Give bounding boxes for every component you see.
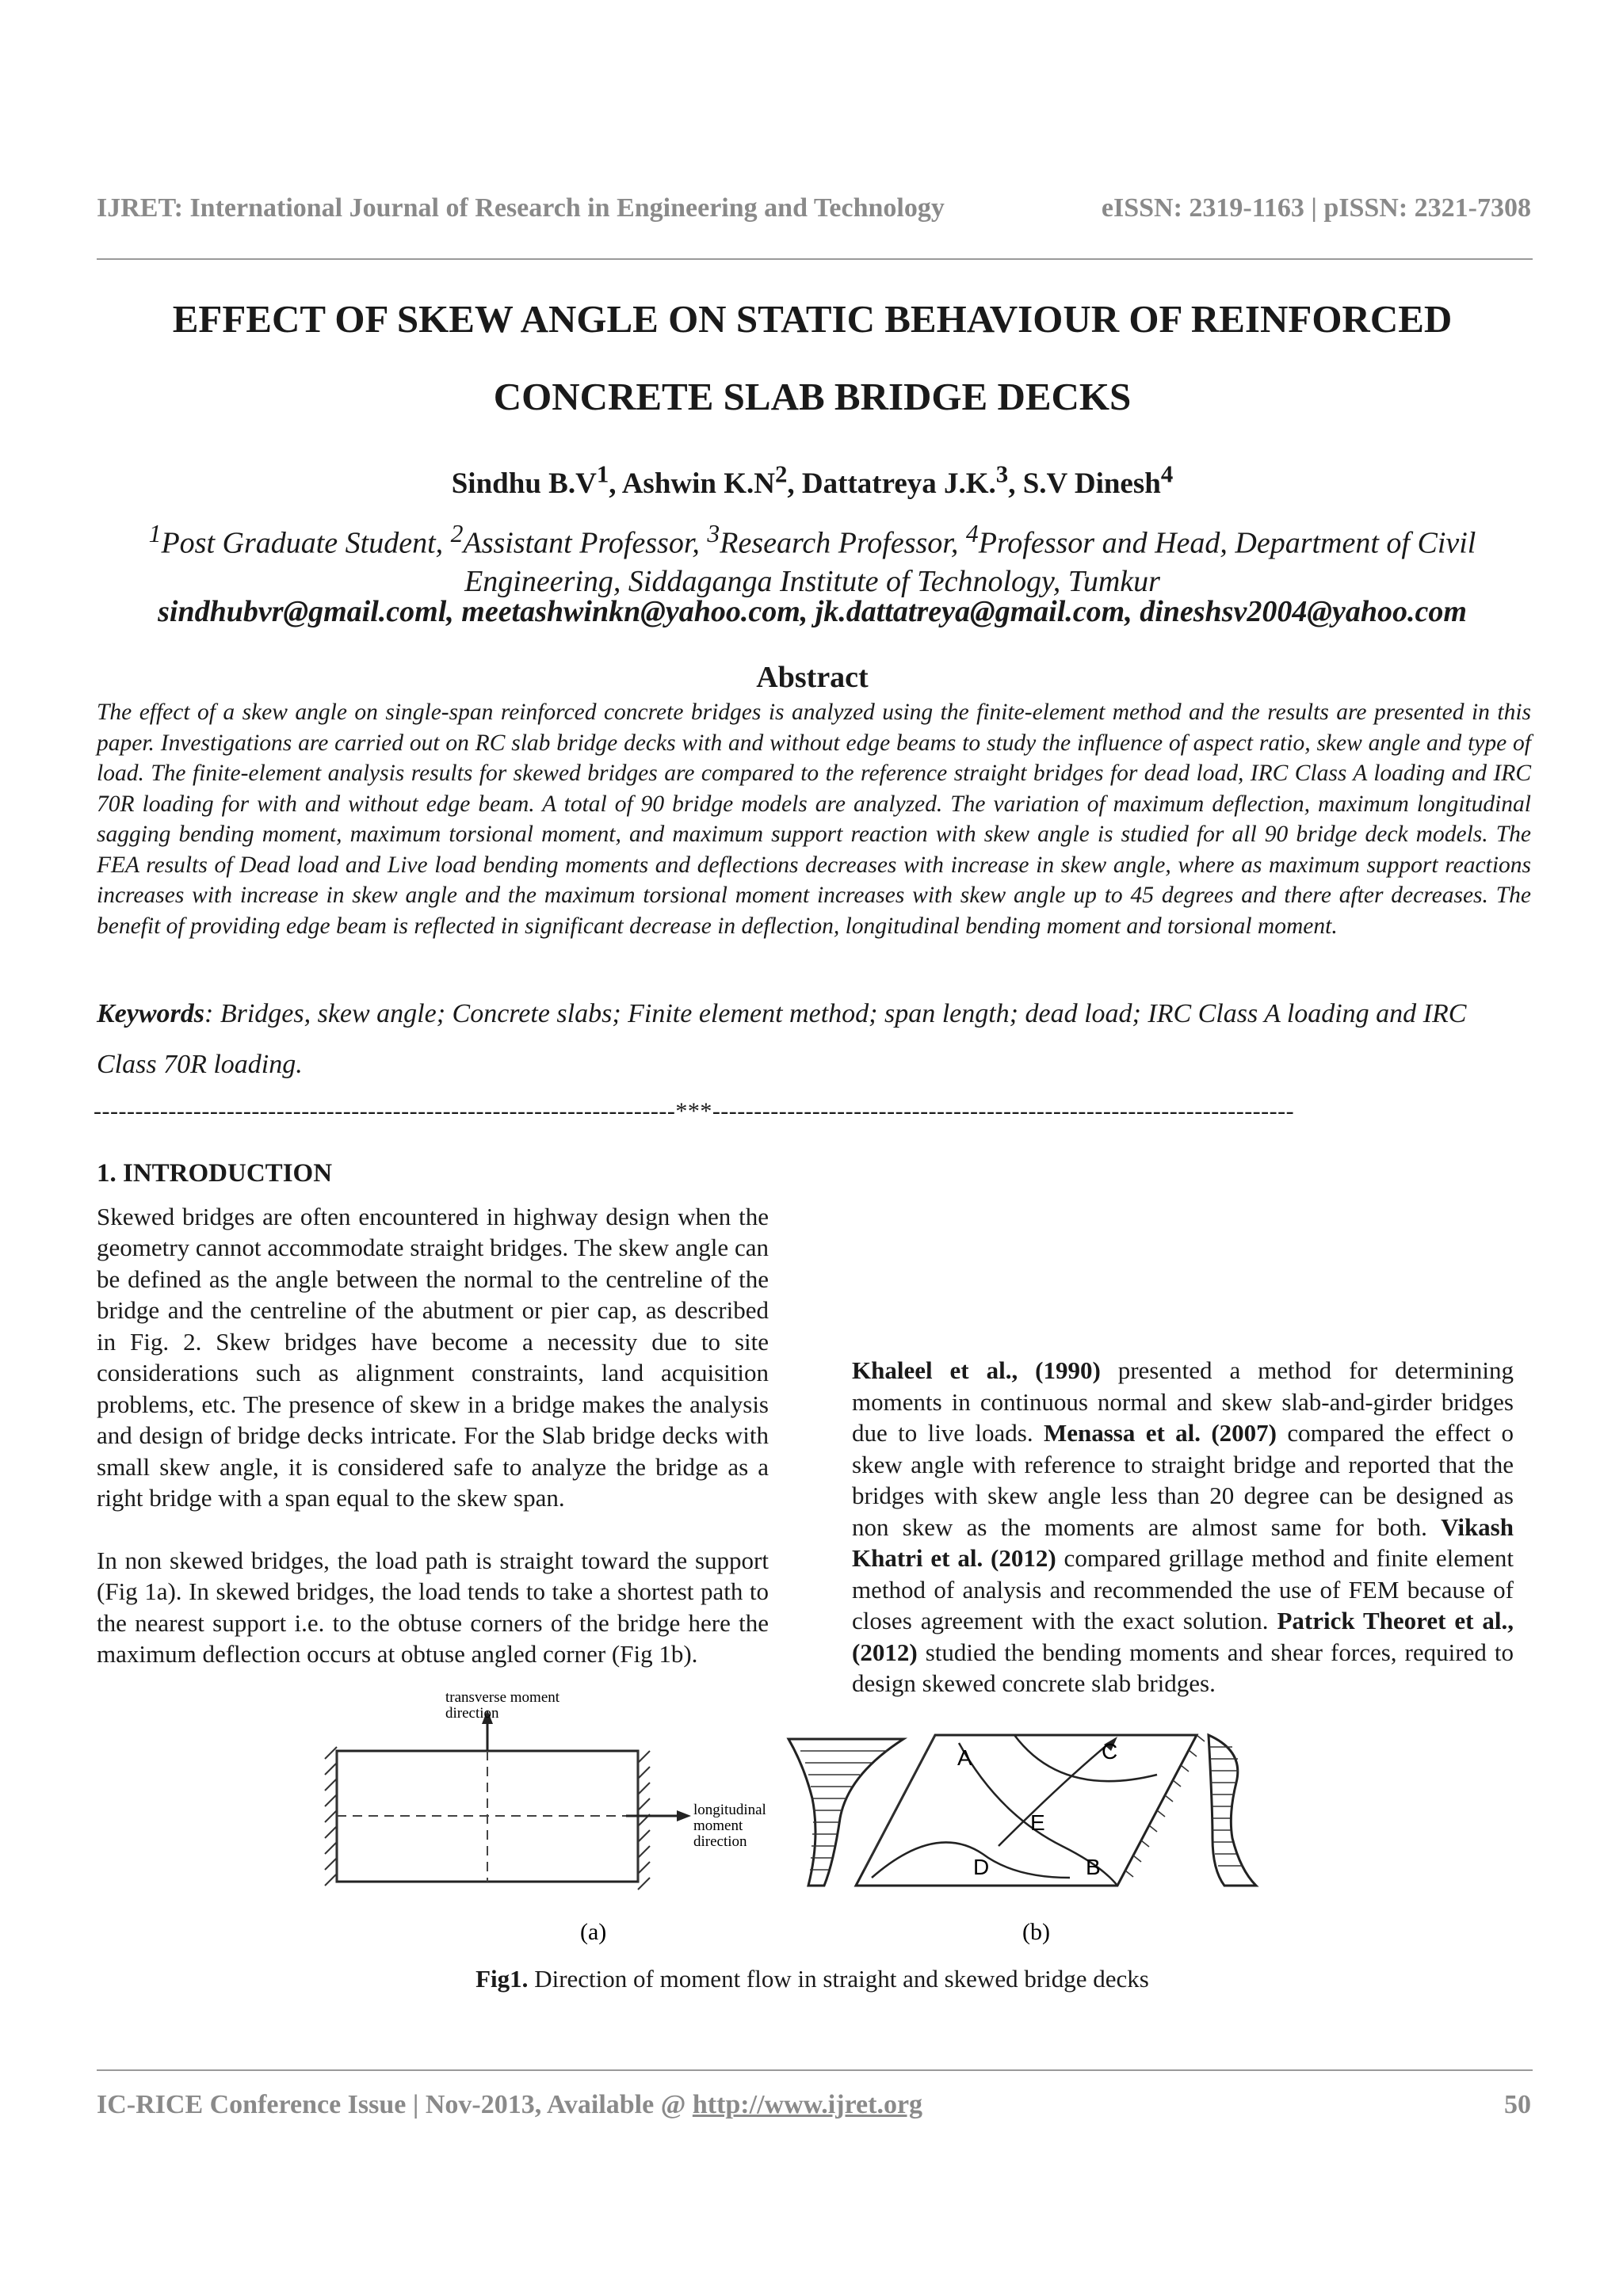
issn: eISSN: 2319-1163 | pISSN: 2321-7308 bbox=[1101, 193, 1531, 223]
conference-info: IC-RICE Conference Issue | Nov-2013, Available @ bbox=[97, 2090, 693, 2119]
column-right bbox=[852, 1158, 1514, 1730]
author: Dattatreya J.K.$^3$ bbox=[801, 461, 1009, 501]
journal-header bbox=[97, 193, 1531, 223]
svg-text:moment: moment bbox=[693, 1817, 743, 1834]
title-line-2: CONCRETE SLAB BRIDGE DECKS bbox=[493, 375, 1132, 418]
svg-text:direction: direction bbox=[445, 1705, 499, 1722]
author: Sindhu $B.V^1$ bbox=[451, 461, 609, 501]
footer-rule bbox=[97, 2069, 1533, 2071]
keywords bbox=[97, 989, 1531, 1090]
svg-text:direction: direction bbox=[693, 1833, 747, 1850]
point-e: E bbox=[1030, 1810, 1045, 1835]
page-footer bbox=[97, 2090, 1531, 2120]
intro-paragraph-1: Skewed bridges are often encountered in highway design when the geometry cannot accommodate straight bridges. The skew angle can be defined as the angle between the normal to the centreline of the bridge and the centreline of the abutment or pier cap, as described in Fig. 2. Skew bridges have become a necessity due to site considerations such as alignment constraints, land acquisition problems, etc. The presence of skew in a bridge makes the analysis and design of bridge decks intricate. For the Slab bridge decks with small skew angle, it is considered safe to analyze the bridge as a right bridge with a span equal to the skew span. bbox=[97, 1202, 769, 1512]
author: Ashwin $K.N^2$ bbox=[621, 461, 788, 501]
figure-1a-straight-deck bbox=[325, 1689, 766, 1890]
author: S.V Dinesh$^4$ bbox=[1022, 461, 1174, 501]
keywords-label: Keywords bbox=[97, 999, 204, 1028]
figure-label-a: (a) bbox=[580, 1919, 607, 1945]
figure-label-b: (b) bbox=[1022, 1919, 1050, 1945]
paper-title bbox=[87, 280, 1537, 436]
transverse-label: transverse moment bbox=[445, 1689, 560, 1706]
column-left bbox=[97, 1158, 769, 1701]
journal-name: IJRET: International Journal of Research in Engineering and Technology bbox=[97, 193, 945, 223]
affiliation bbox=[87, 515, 1537, 601]
affiliation-line-1: $^1$Post Graduate Student, $^2$Assistant Professor, $^3$Research Professor, $^4$Professor and Head, Department of Civil bbox=[148, 520, 1476, 560]
author-list: Sindhu $B.V^1$, Ashwin $K.N^2$, Dattatreya J.K.$^3$, S.V Dinesh$^4$ bbox=[451, 461, 1174, 501]
figure-1b-skewed-deck bbox=[785, 1735, 1256, 1897]
title-line-1: EFFECT OF SKEW ANGLE ON STATIC BEHAVIOUR OF REINFORCED bbox=[172, 297, 1453, 341]
journal-link[interactable]: http://www.ijret.org bbox=[692, 2090, 923, 2119]
page-number: 50 bbox=[1504, 2090, 1531, 2119]
affiliation-line-2: Engineering, Siddaganga Institute of Technology, Tumkur bbox=[464, 564, 1160, 598]
figure-caption: Fig1. Direction of moment flow in straight and skewed bridge decks bbox=[475, 1965, 1149, 1993]
header-rule bbox=[97, 258, 1533, 260]
intro-paragraph-2: In non skewed bridges, the load path is straight toward the support (Fig 1a). In skewed bridges, the load tends to take a shortest path to the nearest support i.e. to the obtuse corners of the bridge here the maximum deflection occurs at obtuse angled corner (Fig 1b). bbox=[97, 1546, 769, 1668]
keywords-text: : Bridges, skew angle; Concrete slabs; Finite element method; span length; dead load; IRC Class A loading and IRC Class 70R loading. bbox=[97, 999, 1467, 1079]
point-c: C bbox=[1102, 1739, 1118, 1764]
author-emails: sindhubvr@gmail.coml, meetashwinkn@yahoo.com, jk.dattatreya@gmail.com, dineshsv2004@yahoo.com bbox=[158, 595, 1467, 628]
section-heading: 1. INTRODUCTION bbox=[97, 1159, 333, 1188]
abstract-heading: Abstract bbox=[756, 661, 869, 694]
figure-1 bbox=[301, 1688, 1537, 1949]
abstract-text: The effect of a skew angle on single-span reinforced concrete bridges is analyzed using the finite-element method and the results are presented in this paper. Investigations are carried out on RC slab bridge decks with and without edge beams to study the influence of aspect ratio, skew angle and type of load. The finite-element analysis results for skewed bridges are compared to the reference straight bridges for dead load, IRC Class A loading and IRC 70R loading for with and without edge beam. A total of 90 bridge models are analyzed. The variation of maximum deflection, maximum longitudinal sagging bending moment, maximum torsional moment, and maximum support reaction with skew angle is studied for all 90 bridge deck models. The FEA results of Dead load and Live load bending moments and deflections decreases with increase in skew angle, where as maximum support reactions increases with increase in skew angle and the maximum torsional moment increases with skew angle up to 45 degrees and there after decreases. The benefit of providing edge beam is reflected in significant decrease in deflection, longitudinal bending moment and torsional moment. bbox=[97, 700, 1531, 939]
point-d: D bbox=[973, 1855, 990, 1879]
literature-paragraph: Khaleel et al., (1990) presented a method for determining moments in continuous normal and skew slab-and-girder bridges due to live loads. Menassa et al. (2007) compared the effect o skew angle with reference to straight bridge and reported that the bridges with skew angle less than 20 degree can be designed as non skew as the moments are almost same for both. Vikash Khatri et al. (2012) compared grillage method and finite element method of analysis and recommended the use of FEM because of closes agreement with the exact solution. Patrick Theoret et al., (2012) studied the bending moments and shear forces, required to design skewed concrete slab bridges. bbox=[852, 1356, 1514, 1697]
point-b: B bbox=[1086, 1855, 1101, 1879]
point-a: A bbox=[957, 1745, 972, 1770]
longitudinal-label: longitudinal bbox=[693, 1802, 766, 1818]
section-separator: ----------------------------------------------------------------------***---------------------------------------------------------------------- bbox=[94, 1098, 1295, 1124]
